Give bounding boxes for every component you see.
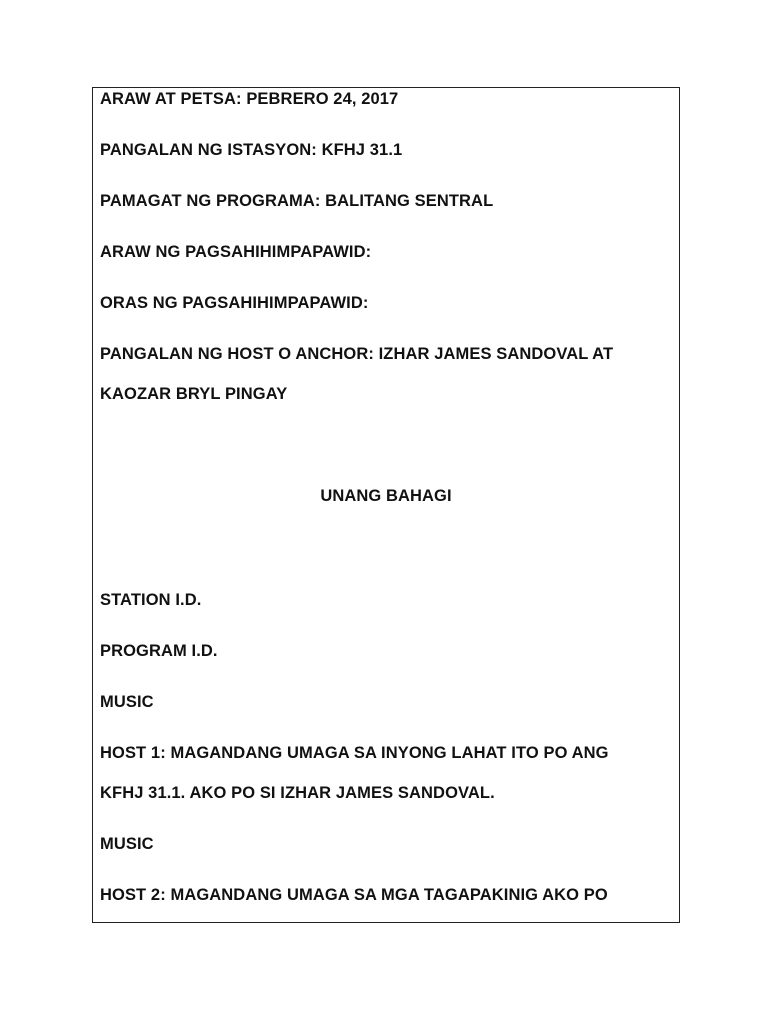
music-cue-2: MUSIC bbox=[100, 835, 154, 853]
host-anchor-line: PANGALAN NG HOST O ANCHOR: IZHAR JAMES SANDOVAL AT bbox=[100, 345, 614, 363]
date-line: ARAW AT PETSA: PEBRERO 24, 2017 bbox=[100, 90, 399, 108]
host-anchor-line-continued: KAOZAR BRYL PINGAY bbox=[100, 385, 288, 403]
host2-line: HOST 2: MAGANDANG UMAGA SA MGA TAGAPAKINIG AKO PO bbox=[100, 886, 608, 904]
station-name-line: PANGALAN NG ISTASYON: KFHJ 31.1 bbox=[100, 141, 403, 159]
broadcast-time-line: ORAS NG PAGSAHIHIMPAPAWID: bbox=[100, 294, 369, 312]
host1-line-continued: KFHJ 31.1. AKO PO SI IZHAR JAMES SANDOVAL. bbox=[100, 784, 495, 802]
station-id-line: STATION I.D. bbox=[100, 591, 202, 609]
broadcast-day-line: ARAW NG PAGSAHIHIMPAPAWID: bbox=[100, 243, 372, 261]
program-title-line: PAMAGAT NG PROGRAMA: BALITANG SENTRAL bbox=[100, 192, 494, 210]
program-id-line: PROGRAM I.D. bbox=[100, 642, 218, 660]
section-title: UNANG BAHAGI bbox=[320, 487, 452, 505]
host1-line: HOST 1: MAGANDANG UMAGA SA INYONG LAHAT ITO PO ANG bbox=[100, 744, 609, 762]
music-cue-1: MUSIC bbox=[100, 693, 154, 711]
